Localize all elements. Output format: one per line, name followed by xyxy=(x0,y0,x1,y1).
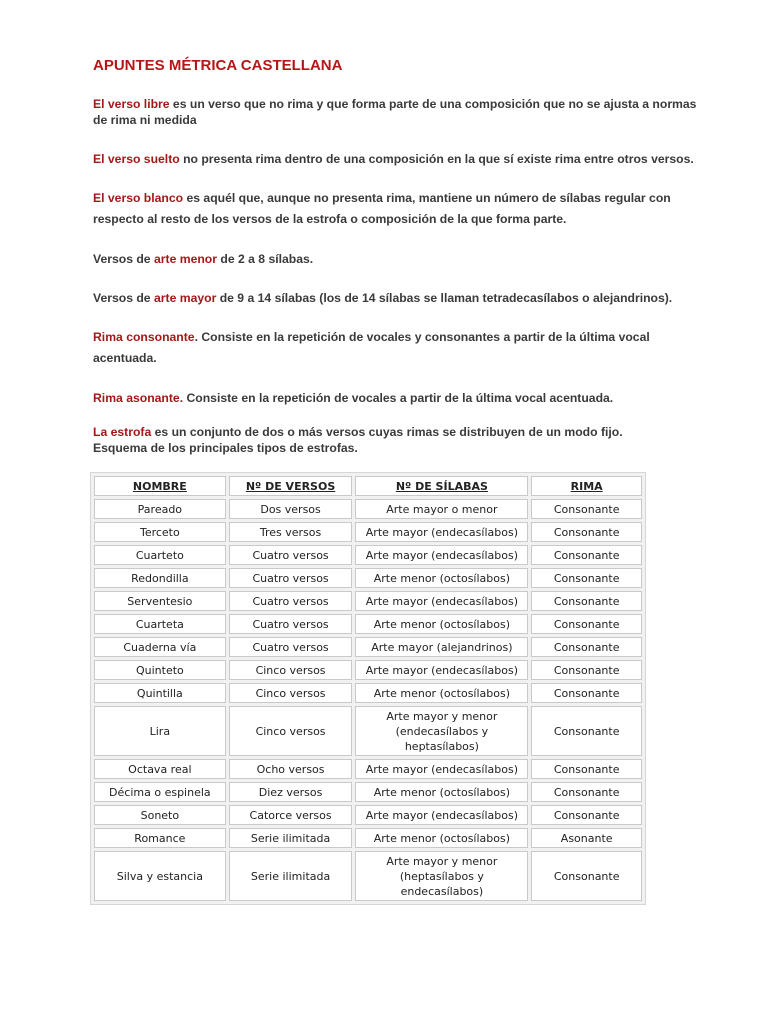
page-title: APUNTES MÉTRICA CASTELLANA xyxy=(93,57,343,74)
definition-arte-mayor: de 9 a 14 sílabas (los de 14 sílabas se llaman tetradecasílabos o alejandrinos). xyxy=(216,291,673,305)
cell-nombre: Cuaderna vía xyxy=(94,637,226,657)
cell-rima: Consonante xyxy=(531,759,642,779)
cell-nombre: Serventesio xyxy=(94,591,226,611)
definition-arte-menor: de 2 a 8 sílabas. xyxy=(216,252,314,266)
term-verso-blanco: El verso blanco xyxy=(93,191,184,205)
table-header-row xyxy=(94,476,642,496)
definition-estrofa: es un conjunto de dos o más versos cuyas rimas se distribuyen de un modo fijo. xyxy=(151,425,623,439)
table-row xyxy=(94,591,642,611)
table-row xyxy=(94,759,642,779)
cell-nombre: Romance xyxy=(94,828,226,848)
table-row xyxy=(94,568,642,588)
paragraph-arte-mayor xyxy=(93,290,703,306)
table-row xyxy=(94,782,642,802)
definition-rima-asonante: Consiste en la repetición de vocales a partir de la última vocal acentuada. xyxy=(183,391,614,405)
term-rima-asonante: Rima asonante. xyxy=(93,391,184,405)
table-row xyxy=(94,522,642,542)
cell-silabas: Arte mayor (endecasílabos) xyxy=(355,660,528,680)
table-row xyxy=(94,637,642,657)
cell-silabas: Arte mayor (endecasílabos) xyxy=(355,545,528,565)
cell-versos: Diez versos xyxy=(229,782,353,802)
cell-rima: Consonante xyxy=(531,568,642,588)
estrofas-table xyxy=(90,472,646,905)
cell-silabas: Arte mayor (endecasílabos) xyxy=(355,805,528,825)
cell-rima: Consonante xyxy=(531,637,642,657)
cell-versos: Tres versos xyxy=(229,522,353,542)
prefix-arte-mayor: Versos de xyxy=(93,291,154,305)
term-arte-mayor: arte mayor xyxy=(153,291,217,305)
table-row xyxy=(94,805,642,825)
cell-nombre: Soneto xyxy=(94,805,226,825)
definition-verso-suelto: no presenta rima dentro de una composición en la que sí existe rima entre otros versos. xyxy=(179,152,694,166)
header-nombre: NOMBRE xyxy=(94,476,226,496)
cell-versos: Cuatro versos xyxy=(229,591,353,611)
cell-rima: Consonante xyxy=(531,851,642,901)
cell-rima: Consonante xyxy=(531,522,642,542)
cell-silabas: Arte mayor y menor (endecasílabos y heptasílabos) xyxy=(355,706,528,756)
cell-silabas: Arte menor (octosílabos) xyxy=(355,782,528,802)
cell-rima: Consonante xyxy=(531,683,642,703)
paragraph-verso-libre xyxy=(93,96,703,128)
table-row xyxy=(94,499,642,519)
cell-versos: Cinco versos xyxy=(229,683,353,703)
header-numero-versos: Nº DE VERSOS xyxy=(229,476,353,496)
term-verso-suelto: El verso suelto xyxy=(93,152,180,166)
cell-silabas: Arte mayor (endecasílabos) xyxy=(355,759,528,779)
cell-rima: Consonante xyxy=(531,591,642,611)
paragraph-verso-suelto xyxy=(93,151,703,167)
cell-versos: Catorce versos xyxy=(229,805,353,825)
cell-nombre: Silva y estancia xyxy=(94,851,226,901)
table-row xyxy=(94,706,642,756)
cell-versos: Dos versos xyxy=(229,499,353,519)
cell-versos: Cinco versos xyxy=(229,706,353,756)
cell-silabas: Arte menor (octosílabos) xyxy=(355,828,528,848)
header-rima: RIMA xyxy=(531,476,642,496)
cell-versos: Ocho versos xyxy=(229,759,353,779)
cell-nombre: Pareado xyxy=(94,499,226,519)
cell-nombre: Terceto xyxy=(94,522,226,542)
cell-rima: Consonante xyxy=(531,614,642,634)
cell-nombre: Quintilla xyxy=(94,683,226,703)
cell-versos: Cuatro versos xyxy=(229,614,353,634)
paragraph-estrofa xyxy=(93,424,703,456)
term-verso-libre: El verso libre xyxy=(93,97,170,111)
cell-silabas: Arte mayor o menor xyxy=(355,499,528,519)
table-intro: Esquema de los principales tipos de estrofas. xyxy=(93,441,358,455)
cell-silabas: Arte menor (octosílabos) xyxy=(355,683,528,703)
cell-rima: Consonante xyxy=(531,782,642,802)
term-estrofa: La estrofa xyxy=(93,425,152,439)
paragraph-rima-asonante xyxy=(93,390,703,406)
cell-nombre: Lira xyxy=(94,706,226,756)
table-row xyxy=(94,683,642,703)
table-row xyxy=(94,614,642,634)
cell-nombre: Cuarteto xyxy=(94,545,226,565)
cell-nombre: Cuarteta xyxy=(94,614,226,634)
definition-verso-libre: es un verso que no rima y que forma parte de una composición que no se ajusta a normas de rima ni medida xyxy=(93,97,697,127)
cell-versos: Serie ilimitada xyxy=(229,851,353,901)
cell-silabas: Arte mayor (alejandrinos) xyxy=(355,637,528,657)
table-row xyxy=(94,660,642,680)
table-row xyxy=(94,545,642,565)
header-numero-silabas: Nº DE SÍLABAS xyxy=(355,476,528,496)
cell-nombre: Décima o espinela xyxy=(94,782,226,802)
cell-versos: Serie ilimitada xyxy=(229,828,353,848)
cell-versos: Cuatro versos xyxy=(229,637,353,657)
table-row xyxy=(94,851,642,901)
paragraph-rima-consonante xyxy=(93,327,663,369)
cell-versos: Cinco versos xyxy=(229,660,353,680)
cell-rima: Consonante xyxy=(531,805,642,825)
cell-rima: Consonante xyxy=(531,499,642,519)
cell-silabas: Arte menor (octosílabos) xyxy=(355,568,528,588)
cell-rima: Consonante xyxy=(531,706,642,756)
cell-silabas: Arte mayor (endecasílabos) xyxy=(355,591,528,611)
term-rima-consonante: Rima consonante xyxy=(93,330,195,344)
cell-silabas: Arte mayor y menor (heptasílabos y endecasílabos) xyxy=(355,851,528,901)
term-arte-menor: arte menor xyxy=(153,252,217,266)
cell-nombre: Octava real xyxy=(94,759,226,779)
definition-rima-consonante: . Consiste en la repetición de vocales y consonantes a partir de la última vocal acentuada. xyxy=(93,330,650,365)
table-row xyxy=(94,828,642,848)
cell-nombre: Redondilla xyxy=(94,568,226,588)
paragraph-arte-menor xyxy=(93,251,703,267)
cell-silabas: Arte mayor (endecasílabos) xyxy=(355,522,528,542)
definition-verso-blanco: es aquél que, aunque no presenta rima, mantiene un número de sílabas regular con respecto al resto de los versos de la estrofa o composición de la que forma parte. xyxy=(93,191,671,226)
cell-rima: Consonante xyxy=(531,660,642,680)
cell-versos: Cuatro versos xyxy=(229,545,353,565)
cell-rima: Consonante xyxy=(531,545,642,565)
cell-rima: Asonante xyxy=(531,828,642,848)
paragraph-verso-blanco xyxy=(93,188,703,230)
cell-silabas: Arte menor (octosílabos) xyxy=(355,614,528,634)
cell-versos: Cuatro versos xyxy=(229,568,353,588)
cell-nombre: Quinteto xyxy=(94,660,226,680)
prefix-arte-menor: Versos de xyxy=(93,252,154,266)
